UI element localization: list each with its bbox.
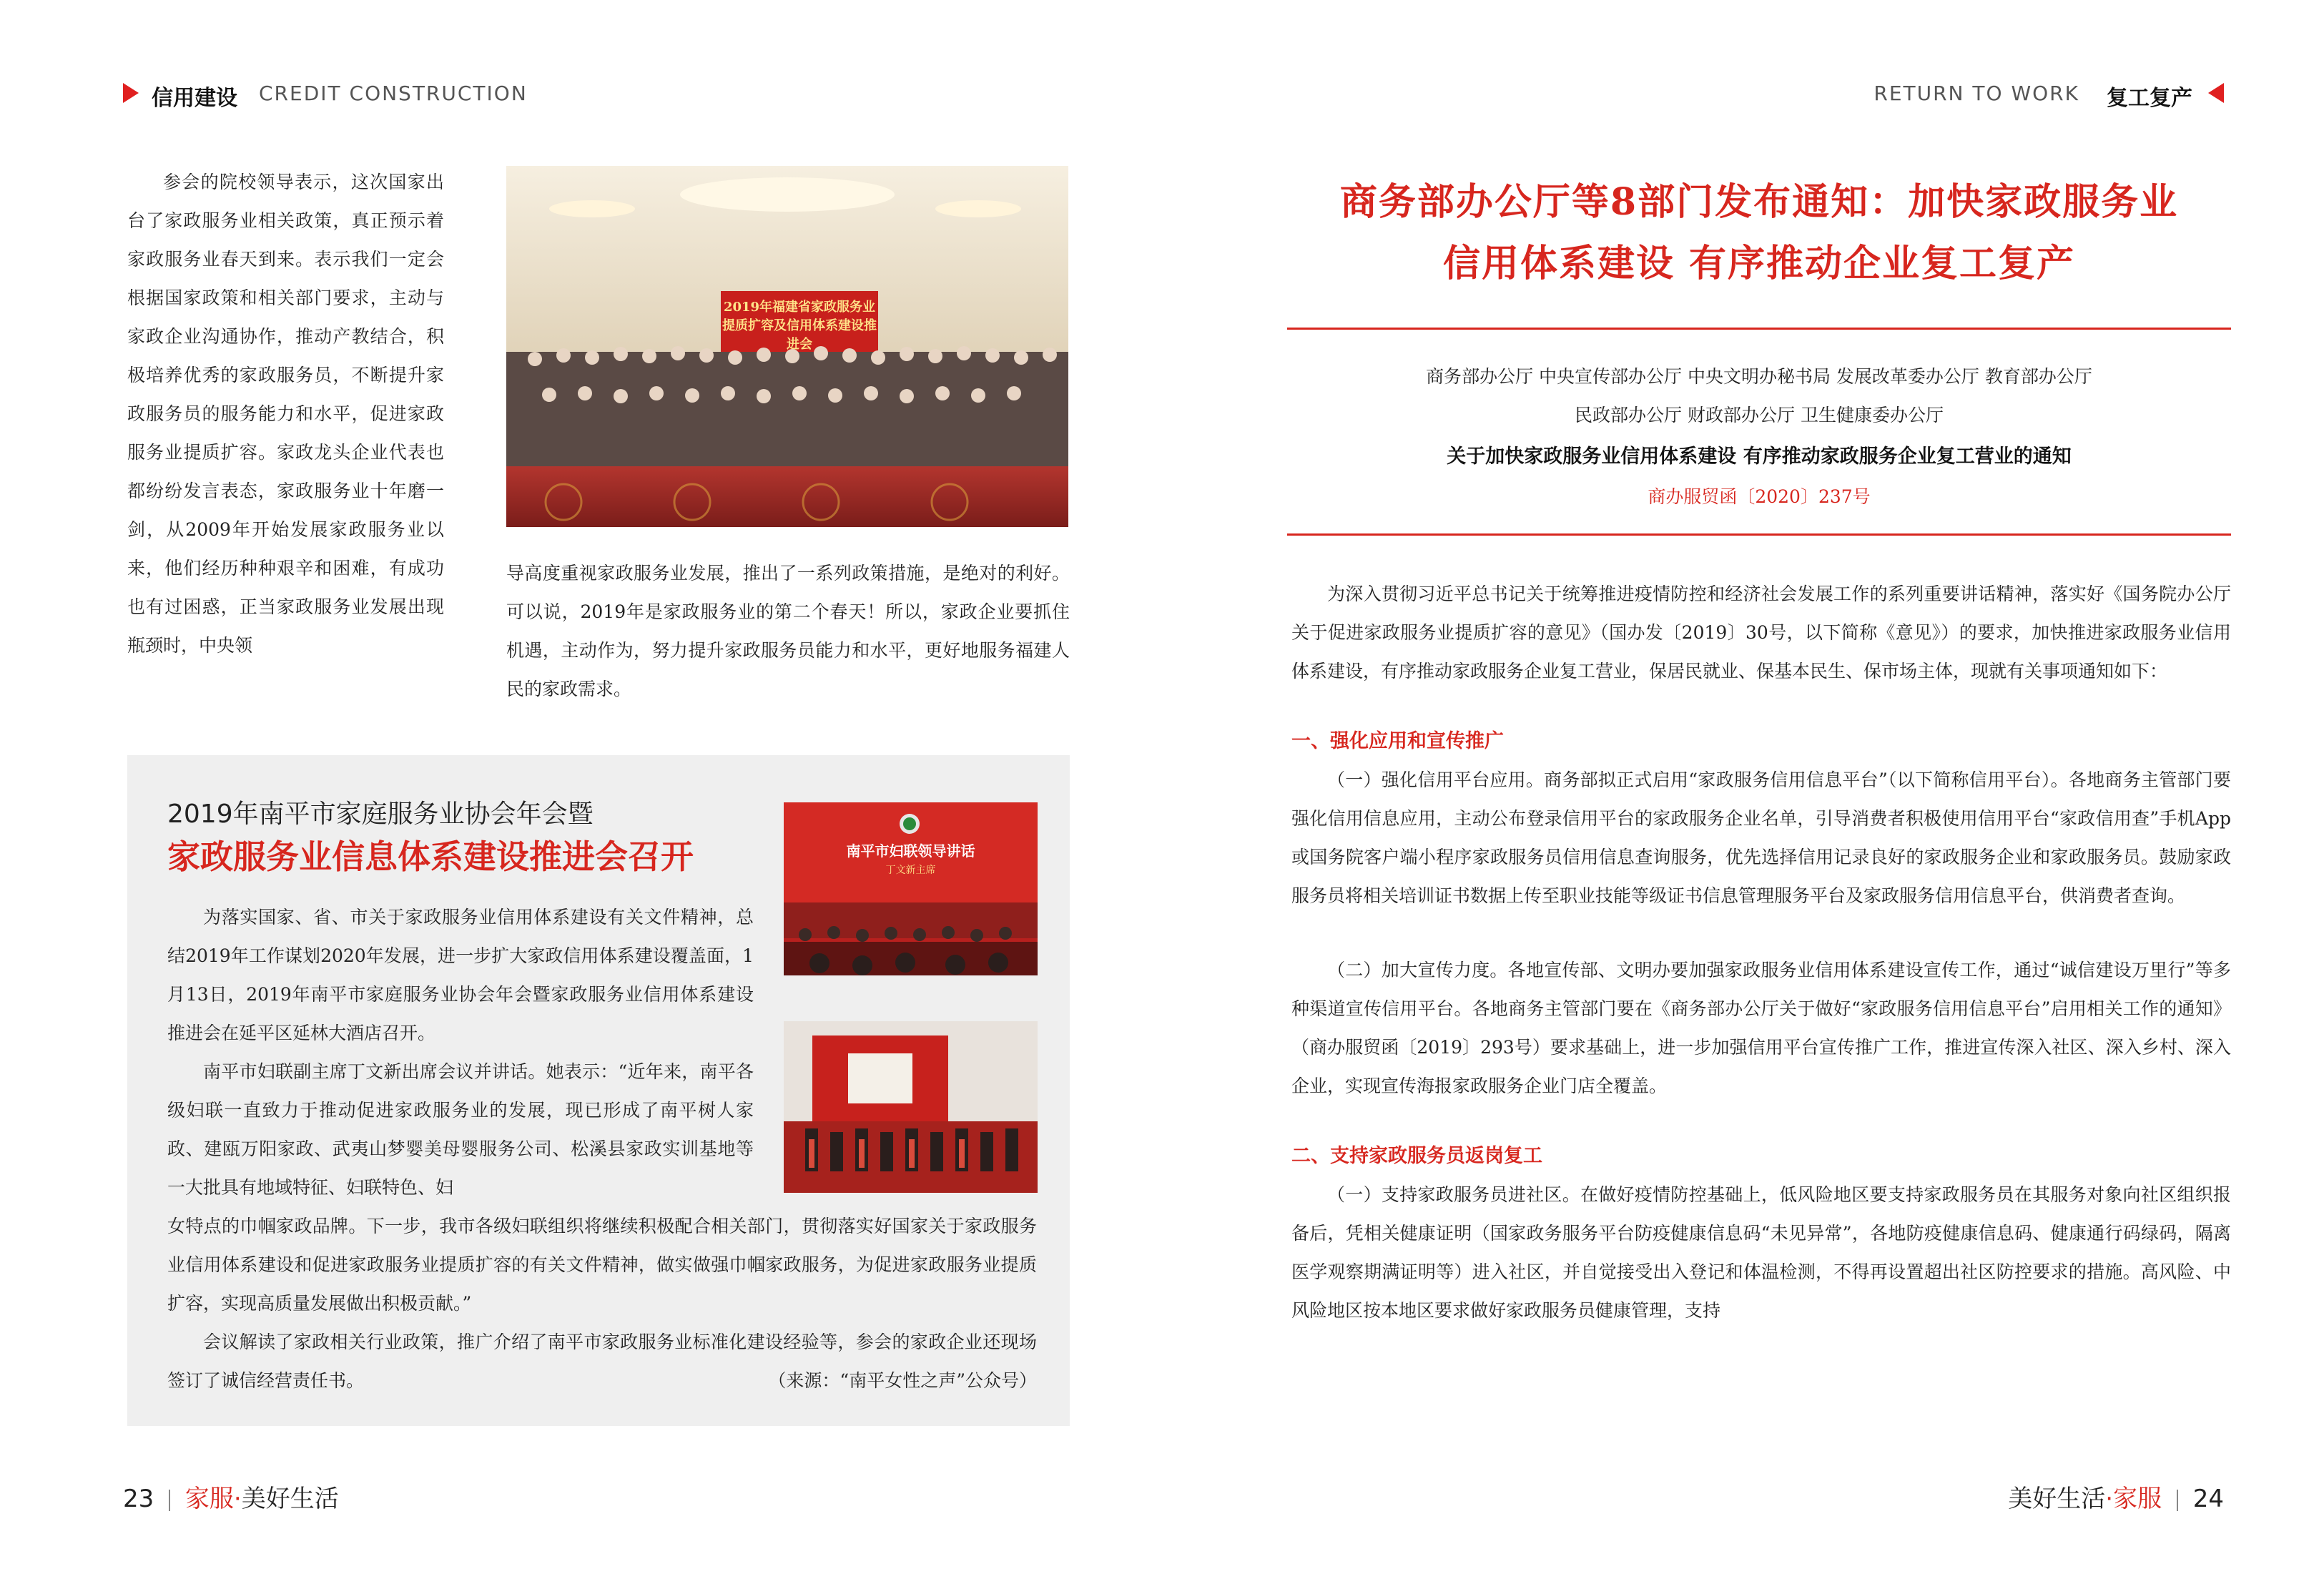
meeting-photo — [784, 802, 1038, 975]
left-article-col1 — [127, 163, 444, 665]
paragraph: 为落实国家、省、市关于家政服务业信用体系建设有关文件精神，总结2019年工作谋划2020年发展，进一步扩大家政信用体系建设覆盖面，1月13日，2019年南平市家庭服务业协会年会暨家政服务业信用体系建设推进会在延平区延林大酒店召开。 — [167, 907, 754, 1043]
paragraph: 会议解读了家政相关行业政策，推广介绍了南平市家政服务业标准化建设经验等，参会的家政企业还现场签订了诚信经营责任书。 — [167, 1332, 1037, 1391]
top-rule — [1287, 328, 2231, 330]
footer-dot: · — [233, 1485, 242, 1513]
photo-banner-text: 2019年福建省家政服务业提质扩容及信用体系建设推进会 — [722, 300, 877, 352]
footer-brand: 家服 — [184, 1485, 234, 1513]
footer-divider — [169, 1490, 170, 1511]
paragraph: （二）加大宣传力度。各地宣传部、文明办要加强家政服务业信用体系建设宣传工作，通过“诚信建设万里行”等多种渠道宣传信用平台。各地商务主管部门要在《商务部办公厅关于做好“家政服务信用信息平台”启用相关工作的通知》（商办服贸函〔2019〕293号）要求基础上，进一步加强信用平台宣传推广工作，推进宣传深入社区、深入乡村、深入企业，实现宣传海报家政服务企业门店全覆盖。 — [1291, 960, 2231, 1096]
photo-subtext: 丁文新主席 — [885, 865, 936, 876]
section-subtitle: CREDIT CONSTRUCTION — [259, 82, 528, 105]
box-paragraphs-narrow — [167, 898, 754, 1207]
intro-paragraph: 为深入贯彻习近平总书记关于统筹推进疫情防控和经济社会发展工作的系列重要讲话精神，落实好《国务院办公厅关于促进家政服务业提质扩容的意见》（国办发〔2019〕30号，以下简称《意见》）的要求，加快推进家政服务业信用体系建设，有序推动家政服务企业复工营业，保居民就业、保基本民生、保市场主体，现就有关事项通知如下： — [1291, 584, 2231, 682]
section-title: 复工复产 — [2107, 86, 2192, 111]
issuers-line2: 民政部办公厅 财政部办公厅 卫生健康委办公厅 — [1575, 405, 1944, 425]
box-title-line2: 家政服务业信息体系建设推进会召开 — [167, 837, 694, 876]
issuers-line1: 商务部办公厅 中央宣传部办公厅 中央文明办秘书局 发展改革委办公厅 教育部办公厅 — [1426, 366, 2092, 387]
section-title: 信用建设 — [152, 86, 237, 111]
main-title-line1: 商务部办公厅等8部门发布通知：加快家政服务业 — [1339, 180, 2179, 224]
paragraph: 女特点的巾帼家政品牌。下一步，我市各级妇联组织将继续积极配合相关部门，贯彻落实好国家关于家政服务业信用体系建设和促进家政服务业提质扩容的有关文件精神，做实做强巾帼家政服务，为促进家政服务业提质扩容，实现高质量发展做出积极贡献。” — [167, 1216, 1037, 1314]
issuers — [1287, 358, 2231, 435]
notice-title: 关于加快家政服务业信用体系建设 有序推动家政服务企业复工营业的通知 — [1447, 446, 2072, 468]
section-heading-1: 一、强化应用和宣传推广 — [1291, 730, 1504, 752]
paragraph: 参会的院校领导表示，这次国家出台了家政服务业相关政策，真正预示着家政服务业春天到来。表示我们一定会根据国家政策和相关部门要求，主动与家政企业沟通协作，推动产教结合，积极培养优秀的家政服务员，不断提升家政服务员的服务能力和水平，促进家政服务业提质扩容。家政龙头企业代表也都纷纷发言表态，家政服务业十年磨一剑，从2009年开始发展家政服务业以来，他们经历种种艰辛和困难，有成功也有过困惑，正当家政服务业发展出现瓶颈时，中央领 — [127, 172, 444, 656]
photo-banner-text: 南平市妇联领导讲话 — [846, 842, 975, 860]
paragraph: （一）支持家政服务员进社区。在做好疫情防控基础上，低风险地区要支持家政服务员在其服务对象向社区组织报备后，凭相关健康证明（国家政务服务平台防疫健康信息码“未见异常”，各地防疫健康信息码、健康通行码绿码，隔离医学观察期满证明等）进入社区，并自觉接受出入登记和体温检测，不得再设置超出社区防控要求的措施。高风险、中风险地区按本地区要求做好家政服务员健康管理，支持 — [1291, 1184, 2231, 1321]
footer-slogan: 美好生活 — [241, 1485, 339, 1513]
footer-slogan: 美好生活 — [2008, 1485, 2106, 1513]
footer-divider — [2177, 1490, 2178, 1511]
left-article-col2 — [506, 554, 1070, 709]
bottom-rule — [1287, 533, 2231, 536]
paragraph: 导高度重视家政服务业发展，推出了一系列政策措施，是绝对的利好。可以说，2019年是家政服务业的第二个春天！所以，家政企业要抓住机遇，主动作为，努力提升家政服务员能力和水平，更好地服务福建人民的家政需求。 — [506, 563, 1070, 699]
group-photo — [506, 166, 1068, 527]
source-note: （来源：“南平女性之声”公众号） — [768, 1370, 1037, 1391]
paragraph: （一）强化信用平台应用。商务部拟正式启用“家政服务信用信息平台”（以下简称信用平台）。各地商务主管部门要强化信用信息应用，主动公布登录信用平台的家政服务企业名单，引导消费者积极使用信用平台“家政信用查”手机App或国务院客户端小程序家政服务员信用信息查询服务，优先选择信用记录良好的家政服务企业和家政服务员。鼓励家政服务员将相关培训证书数据上传至职业技能等级证书信息管理服务平台及家政服务信用信息平台，供消费者查询。 — [1291, 769, 2231, 906]
section-subtitle: RETURN TO WORK — [1874, 82, 2079, 105]
main-title-line2: 信用体系建设 有序推动企业复工复产 — [1442, 242, 2076, 285]
stage-photo — [784, 1021, 1038, 1193]
box-title-line1: 2019年南平市家庭服务业协会年会暨 — [167, 800, 594, 829]
page-number: 23 — [123, 1485, 154, 1513]
right-header — [1795, 83, 2224, 112]
main-title — [1287, 172, 2231, 295]
paragraph: 南平市妇联副主席丁文新出席会议并讲话。她表示：“近年来，南平各级妇联一直致力于推动促进家政服务业的发展，现已形成了南平树人家政、建瓯万阳家政、武夷山梦婴美母婴服务公司、松溪县家政实训基地等一大批具有地域特征、妇联特色、妇 — [167, 1061, 754, 1198]
footer-brand: 家服 — [2113, 1485, 2162, 1513]
document-number: 商办服贸函〔2020〕237号 — [1648, 486, 1871, 507]
header-triangle-icon — [123, 83, 139, 103]
page-number: 24 — [2192, 1485, 2224, 1513]
left-footer — [123, 1479, 339, 1514]
section-heading-2: 二、支持家政服务员返岗复工 — [1291, 1145, 1542, 1167]
footer-dot: · — [2105, 1485, 2114, 1513]
right-footer — [2008, 1479, 2224, 1514]
header-triangle-icon — [2208, 83, 2224, 103]
right-article-body — [1291, 575, 2231, 1330]
